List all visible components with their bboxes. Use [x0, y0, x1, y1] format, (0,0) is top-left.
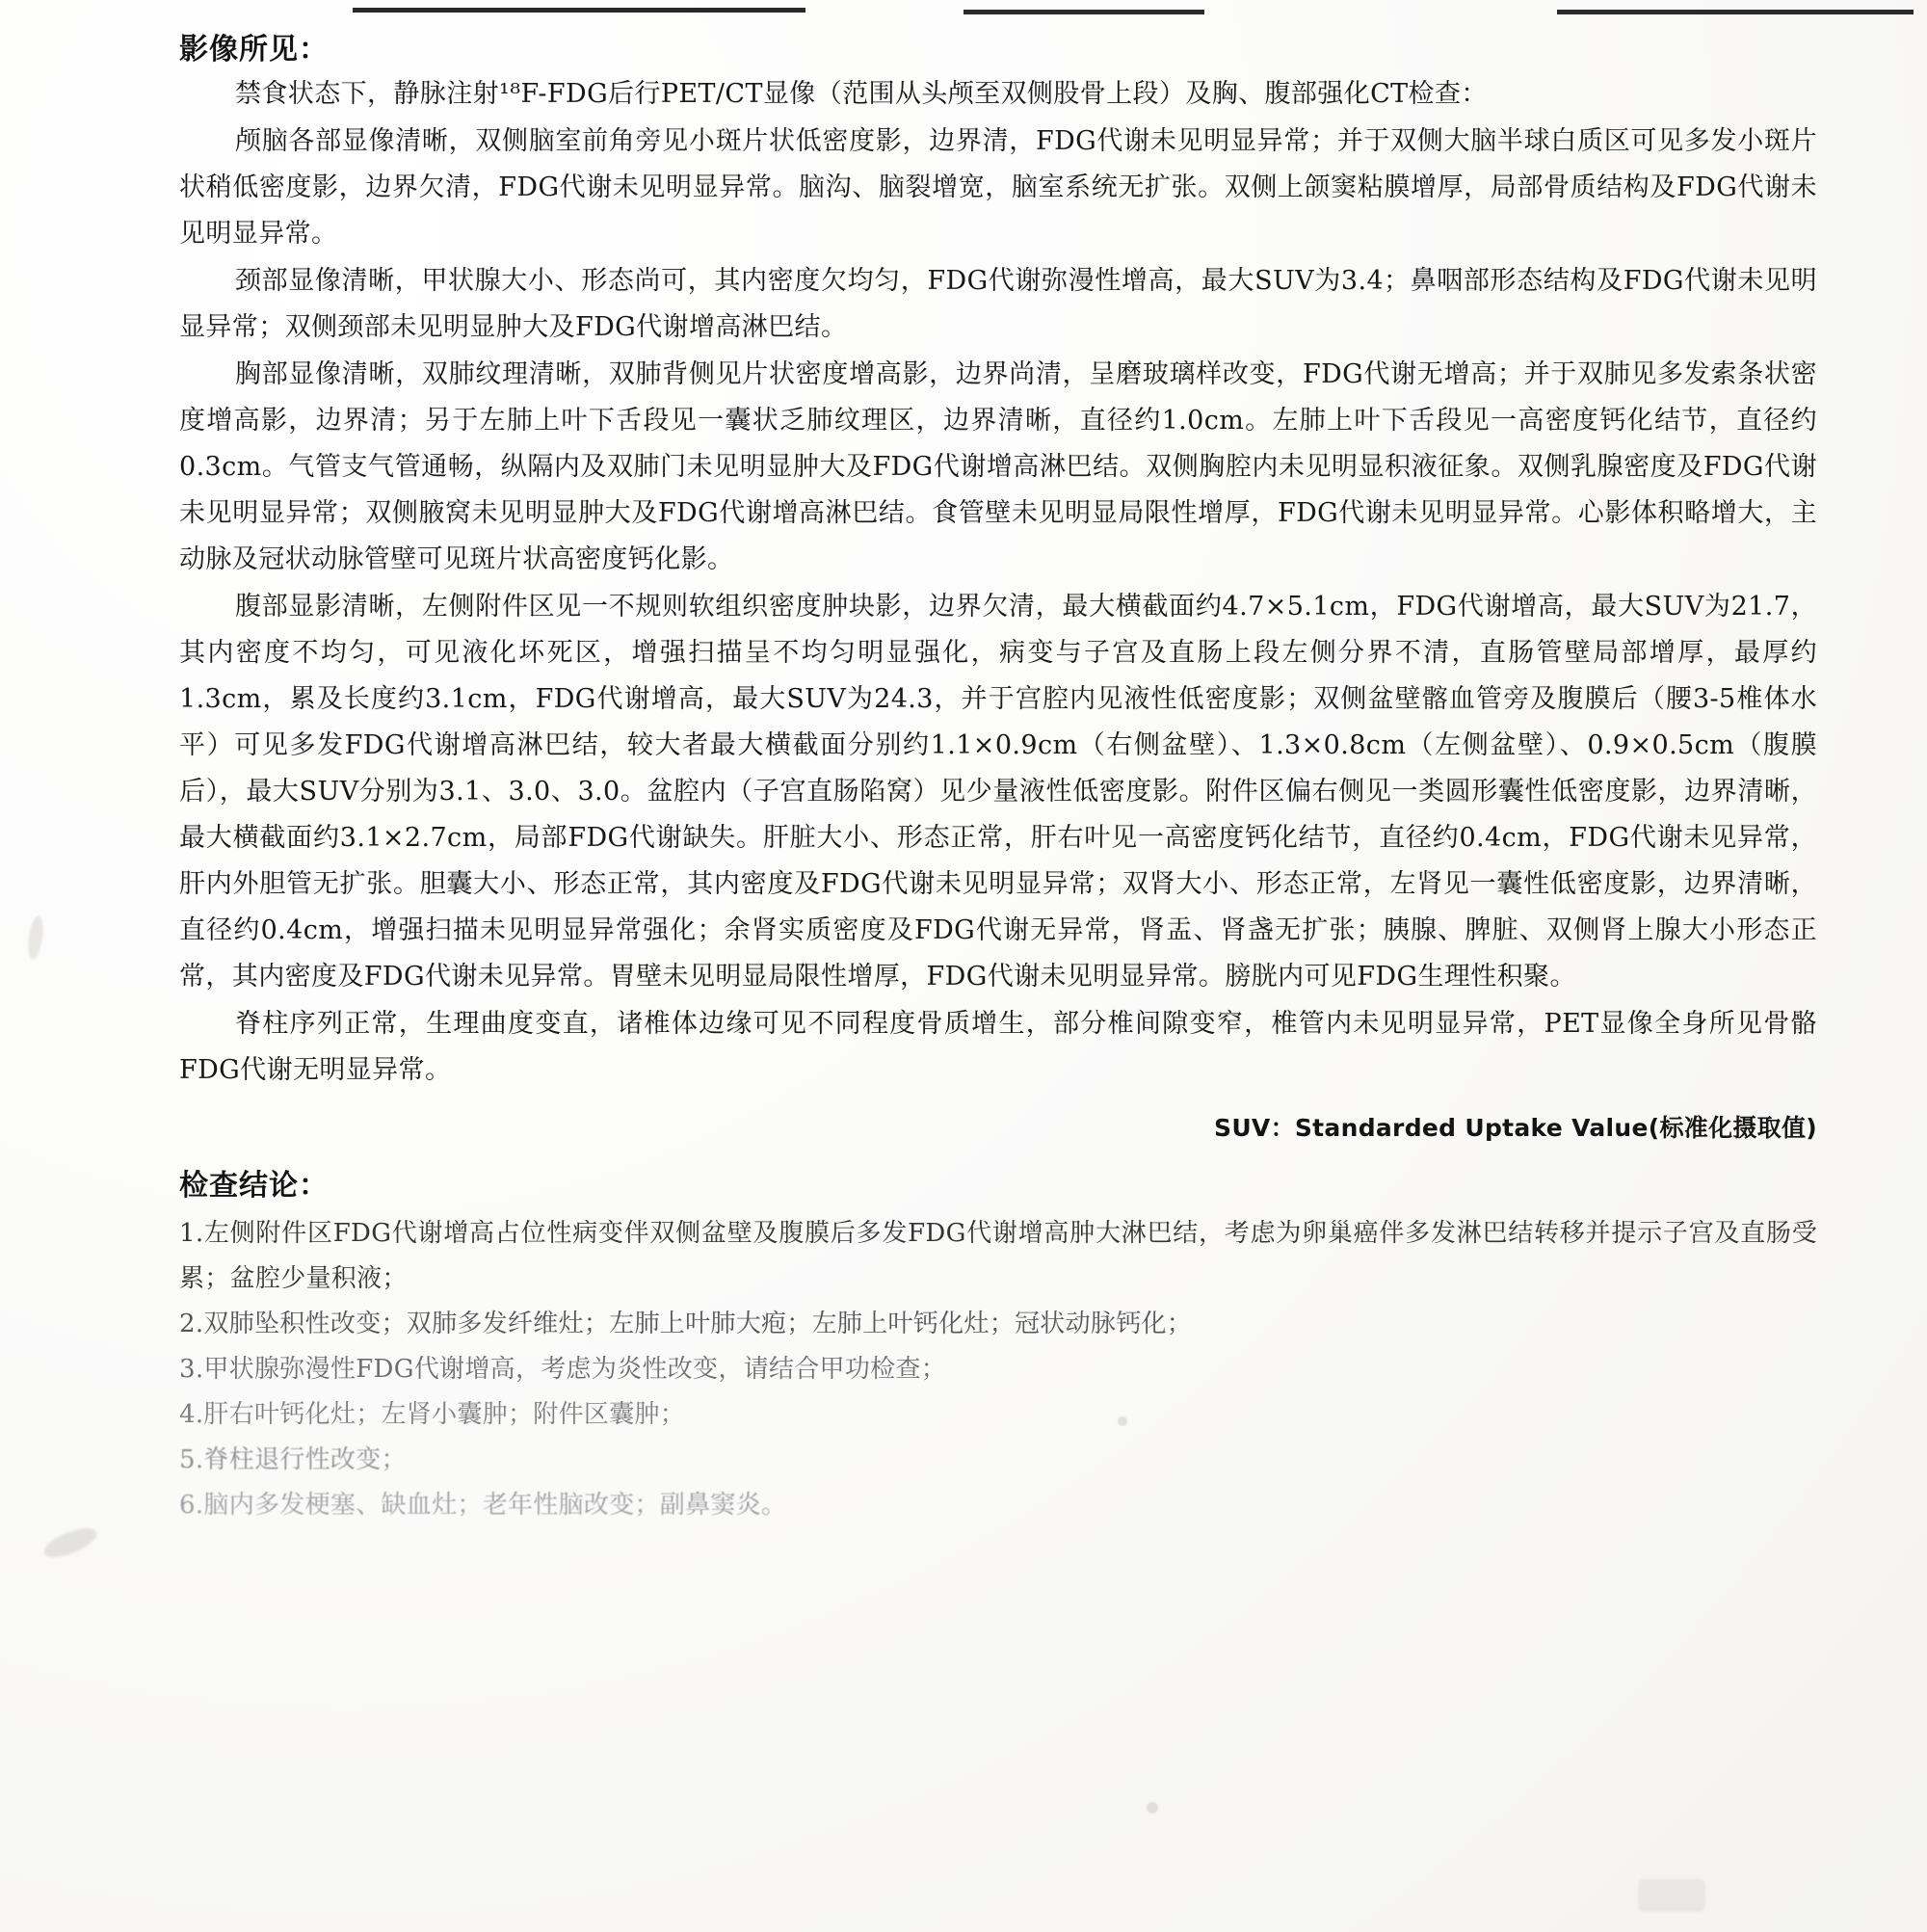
conclusion-item: 6.脑内多发梗塞、缺血灶；老年性脑改变；副鼻窦炎。	[179, 1491, 787, 1520]
suv-legend: SUV：Standarded Uptake Value(标准化摄取值)	[1214, 1114, 1817, 1142]
findings-paragraph: 颅脑各部显像清晰，双侧脑室前角旁见小斑片状低密度影，边界清，FDG代谢未见明显异常；并于双侧大脑半球白质区可见多发小斑片状稍低密度影，边界欠清，FDG代谢未见明显异常。脑沟、脑裂增宽，脑室系统无扩张。双侧上颌窦粘膜增厚，局部骨质结构及FDG代谢未见明显异常。	[179, 126, 1817, 249]
top-rule-right	[1557, 10, 1914, 14]
conclusion-item: 5.脊柱退行性改变；	[179, 1445, 407, 1474]
top-rule-left	[353, 8, 805, 13]
findings-paragraph: 腹部显影清晰，左侧附件区见一不规则软组织密度肿块影，边界欠清，最大横截面约4.7×5.1cm，FDG代谢增高，最大SUV为21.7，其内密度不均匀，可见液化坏死区，增强扫描呈不均匀明显强化，病变与子宫及直肠上段左侧分界不清，直肠管壁局部增厚，最厚约1.3cm，累及长度约3.1cm，FDG代谢增高，最大SUV为24.3，并于宫腔内见液性低密度影；双侧盆壁髂血管旁及腹膜后（腰3-5椎体水平）可见多发FDG代谢增高淋巴结，较大者最大横截面分别约1.1×0.9cm（右侧盆壁）、1.3×0.8cm（左侧盆壁）、0.9×0.5cm（腹膜后），最大SUV分别为3.1、3.0、3.0。盆腔内（子宫直肠陷窝）见少量液性低密度影。附件区偏右侧见一类圆形囊性低密度影，边界清晰，最大横截面约3.1×2.7cm，局部FDG代谢缺失。肝脏大小、形态正常，肝右叶见一高密度钙化结节，直径约0.4cm，FDG代谢未见异常，肝内外胆管无扩张。胆囊大小、形态正常，其内密度及FDG代谢未见明显异常；双肾大小、形态正常，左肾见一囊性低密度影，边界清晰，直径约0.4cm，增强扫描未见明显异常强化；余肾实质密度及FDG代谢无异常，肾盂、肾盏无扩张；胰腺、脾脏、双侧肾上腺大小形态正常，其内密度及FDG代谢未见异常。胃壁未见明显局限性增厚，FDG代谢未见明显异常。膀胱内可见FDG生理性积聚。	[179, 592, 1817, 992]
scan-artifact	[1638, 1879, 1705, 1912]
findings-heading: 影像所见：	[179, 33, 329, 66]
scan-artifact	[26, 914, 45, 961]
conclusion-item: 4.肝右叶钙化灶；左肾小囊肿；附件区囊肿；	[179, 1400, 686, 1429]
conclusion-section	[179, 1211, 1817, 1528]
findings-section	[179, 71, 1817, 1094]
conclusion-item: 3.甲状腺弥漫性FDG代谢增高，考虑为炎性改变，请结合甲功检查；	[179, 1355, 947, 1384]
conclusion-item: 2.双肺坠积性改变；双肺多发纤维灶；左肺上叶肺大疱；左肺上叶钙化灶；冠状动脉钙化；	[179, 1310, 1193, 1338]
findings-paragraph: 胸部显像清晰，双肺纹理清晰，双肺背侧见片状密度增高影，边界尚清，呈磨玻璃样改变，FDG代谢无增高；并于双肺见多发索条状密度增高影，边界清；另于左肺上叶下舌段见一囊状乏肺纹理区，边界清晰，直径约1.0cm。左肺上叶下舌段见一高密度钙化结节，直径约0.3cm。气管支气管通畅，纵隔内及双肺门未见明显肿大及FDG代谢增高淋巴结。双侧胸腔内未见明显积液征象。双侧乳腺密度及FDG代谢未见明显异常；双侧腋窝未见明显肿大及FDG代谢增高淋巴结。食管壁未见明显局限性增厚，FDG代谢未见明显异常。心影体积略增大，主动脉及冠状动脉管壁可见斑片状高密度钙化影。	[179, 359, 1817, 574]
top-rule-middle	[964, 10, 1204, 14]
conclusion-heading: 检查结论：	[179, 1169, 329, 1203]
scan-artifact	[40, 1522, 100, 1563]
findings-paragraph: 禁食状态下，静脉注射¹⁸F-FDG后行PET/CT显像（范围从头颅至双侧股骨上段）及胸、腹部强化CT检查：	[235, 79, 1488, 109]
findings-paragraph: 颈部显像清晰，甲状腺大小、形态尚可，其内密度欠均匀，FDG代谢弥漫性增高，最大SUV为3.4；鼻咽部形态结构及FDG代谢未见明显异常；双侧颈部未见明显肿大及FDG代谢增高淋巴结。	[179, 266, 1817, 342]
conclusion-item: 1.左侧附件区FDG代谢增高占位性病变伴双侧盆壁及腹膜后多发FDG代谢增高肿大淋巴结，考虑为卵巢癌伴多发淋巴结转移并提示子宫及直肠受累；盆腔少量积液；	[179, 1219, 1817, 1293]
scan-artifact	[1147, 1802, 1158, 1813]
report-body	[179, 25, 1817, 1528]
findings-paragraph: 脊柱序列正常，生理曲度变直，诸椎体边缘可见不同程度骨质增生，部分椎间隙变窄，椎管内未见明显异常，PET显像全身所见骨骼FDG代谢无明显异常。	[179, 1009, 1817, 1085]
